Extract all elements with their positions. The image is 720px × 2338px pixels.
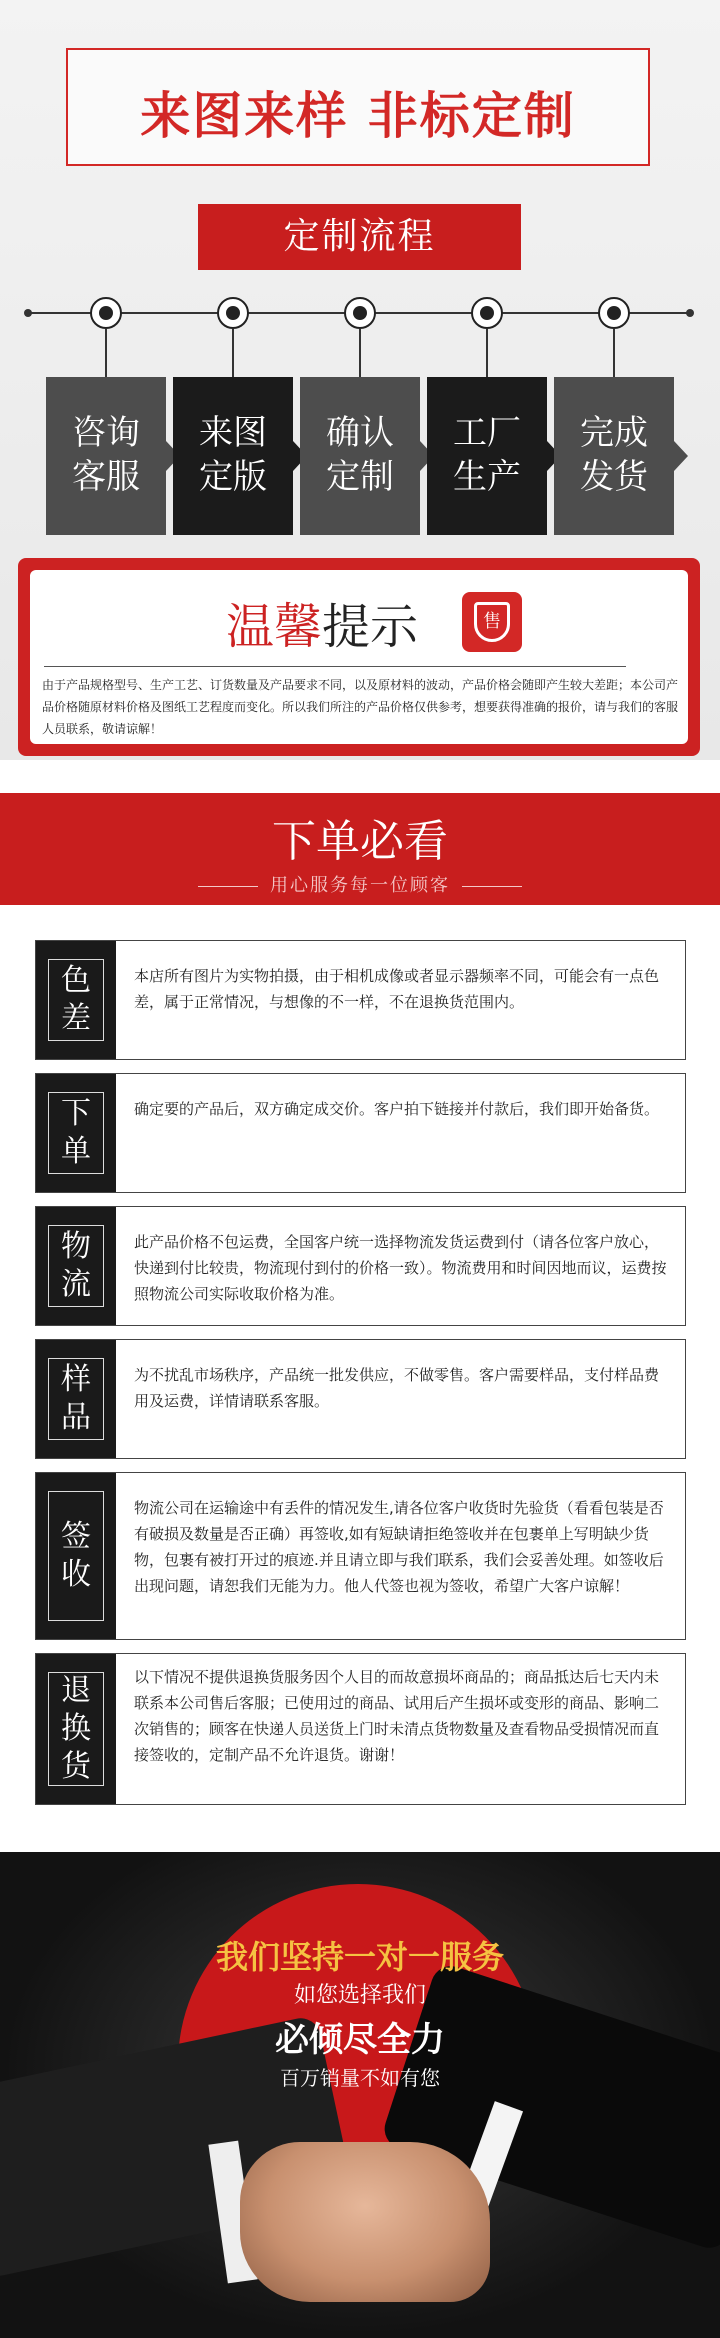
step-line: 工厂 <box>453 413 521 453</box>
flow-step-produce <box>427 377 547 535</box>
tips-title-red: 温馨 <box>226 599 323 655</box>
card-label-box <box>48 1225 104 1307</box>
flow-step-consult <box>46 377 166 535</box>
notice-card-returns <box>35 1653 686 1805</box>
card-label <box>36 1654 116 1804</box>
shield-icon <box>462 592 522 652</box>
order-title: 下单必看 <box>272 816 448 867</box>
step-line: 来图 <box>199 413 267 453</box>
timeline-connector <box>613 329 615 377</box>
notice-card-logistics <box>35 1206 686 1326</box>
timeline-connector <box>105 329 107 377</box>
timeline-connector <box>232 329 234 377</box>
step-line: 确认 <box>326 413 394 453</box>
timeline-dot-icon <box>90 297 122 329</box>
card-text: 以下情况不提供退换货服务因个人目的而故意损坏商品的；商品抵达后七天内未联系本公司售后客服；已使用过的商品、试用后产生损坏或变形的商品、影响二次销售的；顾客在快递人员送货上门时未清点货物数量及查看物品受损情况而直接签收的，定制产品不允许退货。谢谢！ <box>134 1668 660 1764</box>
card-label-box <box>48 1672 104 1786</box>
step-line: 定版 <box>199 457 267 497</box>
card-label-char: 色 <box>61 963 91 998</box>
tips-inner <box>30 570 688 744</box>
step-line: 发货 <box>580 457 648 497</box>
card-label-char: 换 <box>61 1711 91 1746</box>
card-label-box <box>48 1491 104 1621</box>
shield-label: 售 <box>474 602 510 642</box>
card-label <box>36 941 116 1059</box>
tips-text: 由于产品规格型号、生产工艺、订货数量及产品要求不同，以及原材料的波动，产品价格会随即产生较大差距；本公司产品价格随原材料价格及图纸工艺程度而变化。所以我们所注的产品价格仅供参考，想要获得准确的报价，请与我们的客服人员联系，敬请谅解！ <box>42 678 679 736</box>
card-label <box>36 1340 116 1458</box>
tips-title <box>226 588 418 657</box>
card-label <box>36 1207 116 1325</box>
timeline-dot-icon <box>217 297 249 329</box>
card-label-box <box>48 959 104 1041</box>
promo-line1: 我们坚持一对一服务 <box>215 1938 504 1976</box>
headline-text: 来图来样 非标定制 <box>140 87 576 145</box>
tips-title-dark: 提示 <box>322 599 419 655</box>
card-text: 此产品价格不包运费，全国客户统一选择物流发货运费到付（请各位客户放心，快递到付比较贵，物流现付到付的价格一致）。物流费用和时间因地而议，运费按照物流公司实际收取价格为准。 <box>134 1233 667 1303</box>
handshake-icon <box>240 2142 490 2302</box>
promo-line3: 必倾尽全力 <box>275 2020 445 2060</box>
flow-step-ship <box>554 377 674 535</box>
card-text: 确定要的产品后，双方确定成交价。客户拍下链接并付款后，我们即开始备货。 <box>134 1100 660 1118</box>
step-line: 咨询 <box>72 413 140 453</box>
card-label <box>36 1074 116 1192</box>
card-label-char: 品 <box>61 1400 91 1435</box>
timeline-connector <box>486 329 488 377</box>
card-text: 物流公司在运输途中有丢件的情况发生,请各位客户收货时先验货（看看包装是否有破损及数量是否正确）再签收,如有短缺请拒绝签收并在包裹单上写明缺少货物，包裹有被打开过的痕迹.并且请立即与我们联系，我们会妥善处理。如签收后出现问题，请恕我们无能为力。他人代签也视为签收，希望广大客户谅解！ <box>134 1499 664 1595</box>
card-label-char: 单 <box>61 1134 91 1169</box>
divider <box>44 666 626 667</box>
card-label-char: 差 <box>61 1001 91 1036</box>
card-text: 本店所有图片为实物拍摄，由于相机成像或者显示器频率不同，可能会有一点色差，属于正常情况，与想像的不一样，不在退换货范围内。 <box>134 967 660 1011</box>
tips-panel <box>18 558 700 756</box>
flow-title: 定制流程 <box>198 204 521 270</box>
card-label-char: 流 <box>61 1267 91 1302</box>
step-line: 生产 <box>453 457 521 497</box>
promo-line2: 如您选择我们 <box>293 1983 426 2008</box>
card-label-char: 物 <box>61 1229 91 1264</box>
timeline-dot-icon <box>471 297 503 329</box>
headline-banner <box>66 48 650 166</box>
promo-section <box>0 1852 720 2338</box>
step-line: 客服 <box>72 457 140 497</box>
flow-step-confirm <box>300 377 420 535</box>
card-text: 为不扰乱市场秩序，产品统一批发供应，不做零售。客户需要样品，支付样品费用及运费，详情请联系客服。 <box>134 1366 660 1410</box>
notice-card-signing <box>35 1472 686 1640</box>
card-label-char: 退 <box>61 1673 91 1708</box>
notice-card-order <box>35 1073 686 1193</box>
card-label-char: 货 <box>61 1749 91 1784</box>
card-label-char: 下 <box>61 1096 91 1131</box>
card-label-char: 样 <box>61 1362 91 1397</box>
customization-section <box>0 0 720 760</box>
step-line: 完成 <box>580 413 648 453</box>
notice-card-color <box>35 940 686 1060</box>
card-label <box>36 1473 116 1639</box>
timeline-dot-icon <box>344 297 376 329</box>
notice-card-sample <box>35 1339 686 1459</box>
card-label-char: 收 <box>61 1557 91 1592</box>
timeline-dot-icon <box>598 297 630 329</box>
step-line: 定制 <box>326 457 394 497</box>
order-subtitle: 用心服务每一位顾客 <box>0 871 720 897</box>
card-label-char: 签 <box>61 1519 91 1554</box>
promo-line4: 百万销量不如有您 <box>280 2066 440 2090</box>
timeline-connector <box>359 329 361 377</box>
card-label-box <box>48 1358 104 1440</box>
flow-step-drawing <box>173 377 293 535</box>
order-header <box>0 793 720 905</box>
card-label-box <box>48 1092 104 1174</box>
